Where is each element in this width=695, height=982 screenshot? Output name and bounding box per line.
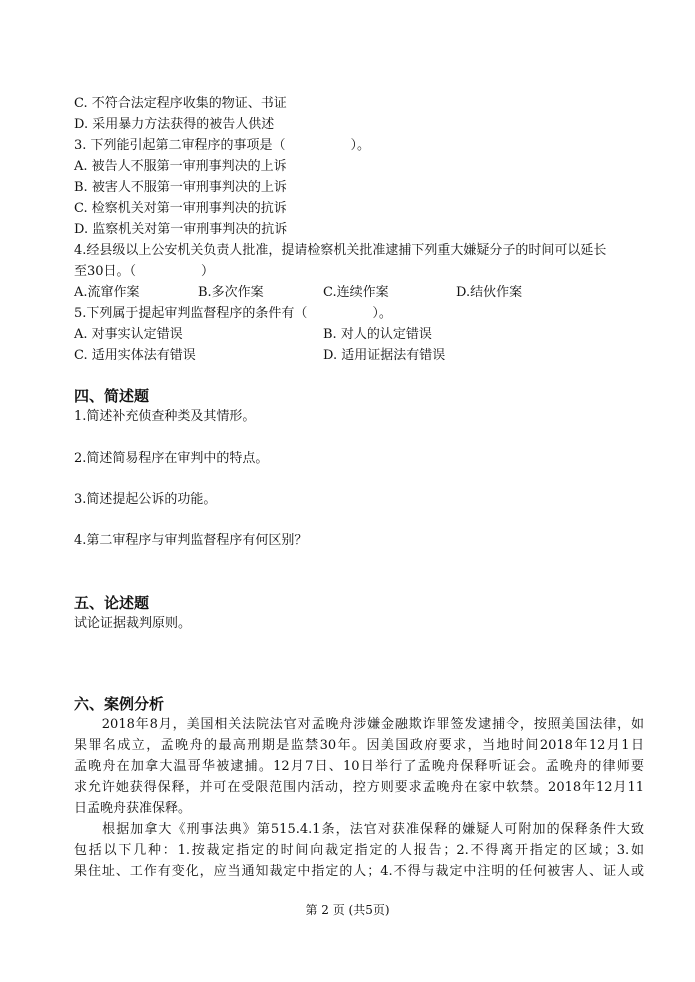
- question-3-option-c: C. 检察机关对第一审刑事判决的抗诉: [74, 201, 287, 216]
- case-paragraph-1-line: 日孟晚舟获准保释。: [74, 801, 192, 816]
- question-3-option-b: B. 被害人不服第一审刑事判决的上诉: [74, 180, 287, 195]
- question-5: 5.下列属于提起审判监督程序的条件有（ ）。: [74, 306, 392, 321]
- essay-question: 试论证据裁判原则。: [74, 616, 192, 631]
- question-5-option-d: D. 适用证据法有错误: [323, 348, 446, 363]
- question-5-option-c: C. 适用实体法有错误: [74, 348, 196, 363]
- case-paragraph-2-line: 根据加拿大《刑事法典》第515.4.1条，法官对获准保释的嫌疑人可附加的保释条件大致: [74, 822, 644, 837]
- question-3-option-a: A. 被告人不服第一审刑事判决的上诉: [74, 159, 287, 174]
- option-d-line: D. 采用暴力方法获得的被告人供述: [74, 117, 275, 132]
- short-question-2: 2.简述简易程序在审判中的特点。: [74, 451, 269, 466]
- section-6-heading: 六、案例分析: [74, 695, 165, 713]
- question-3: 3. 下列能引起第二审程序的事项是（ ）。: [74, 138, 371, 153]
- case-paragraph-1-line: 2018年8月，美国相关法院法官对孟晚舟涉嫌金融欺诈罪签发逮捕令，按照美国法律，如: [74, 717, 644, 732]
- case-paragraph-1-line: 果罪名成立，孟晚舟的最高刑期是监禁30年。因美国政府要求，当地时间2018年12月1日: [74, 738, 644, 753]
- page-footer: 第 2 页 (共5页): [305, 903, 390, 917]
- question-4-option-b: B.多次作案: [198, 285, 264, 300]
- case-paragraph-2-line: 果住址、工作有变化，应当通知裁定中指定的人；4.不得与裁定中注明的任何被害人、证人或: [74, 864, 644, 879]
- case-paragraph-1-line: 孟晚舟在加拿大温哥华被逮捕。12月7日、10日举行了孟晚舟保释听证会。孟晚舟的律师要: [74, 759, 644, 774]
- question-3-option-d: D. 监察机关对第一审刑事判决的抗诉: [74, 222, 288, 237]
- question-4-line-2: 至30日。（ ）: [74, 264, 215, 279]
- case-paragraph-1-line: 求允许她获得保释，并可在受限范围内活动，控方则要求孟晚舟在家中软禁。2018年12月11: [74, 780, 644, 795]
- case-paragraph-2-line: 包括以下几种：1.按裁定指定的时间向裁定指定的人报告；2.不得离开指定的区域；3.如: [74, 843, 644, 858]
- question-5-option-b: B. 对人的认定错误: [323, 327, 432, 342]
- question-5-option-a: A. 对事实认定错误: [74, 327, 183, 342]
- short-question-4: 4.第二审程序与审判监督程序有何区别？: [74, 533, 308, 548]
- section-4-heading: 四、简述题: [74, 387, 150, 405]
- question-4-option-a: A.流窜作案: [74, 285, 140, 300]
- question-4-line-1: 4.经县级以上公安机关负责人批准，提请检察机关批准逮捕下列重大嫌疑分子的时间可以延长: [74, 243, 607, 258]
- question-4-option-c: C.连续作案: [323, 285, 389, 300]
- short-question-3: 3.简述提起公诉的功能。: [74, 492, 217, 507]
- question-4-option-d: D.结伙作案: [456, 285, 523, 300]
- option-c-line: C. 不符合法定程序收集的物证、书证: [74, 96, 287, 111]
- section-5-heading: 五、论述题: [74, 594, 150, 612]
- short-question-1: 1.简述补充侦查种类及其情形。: [74, 409, 256, 424]
